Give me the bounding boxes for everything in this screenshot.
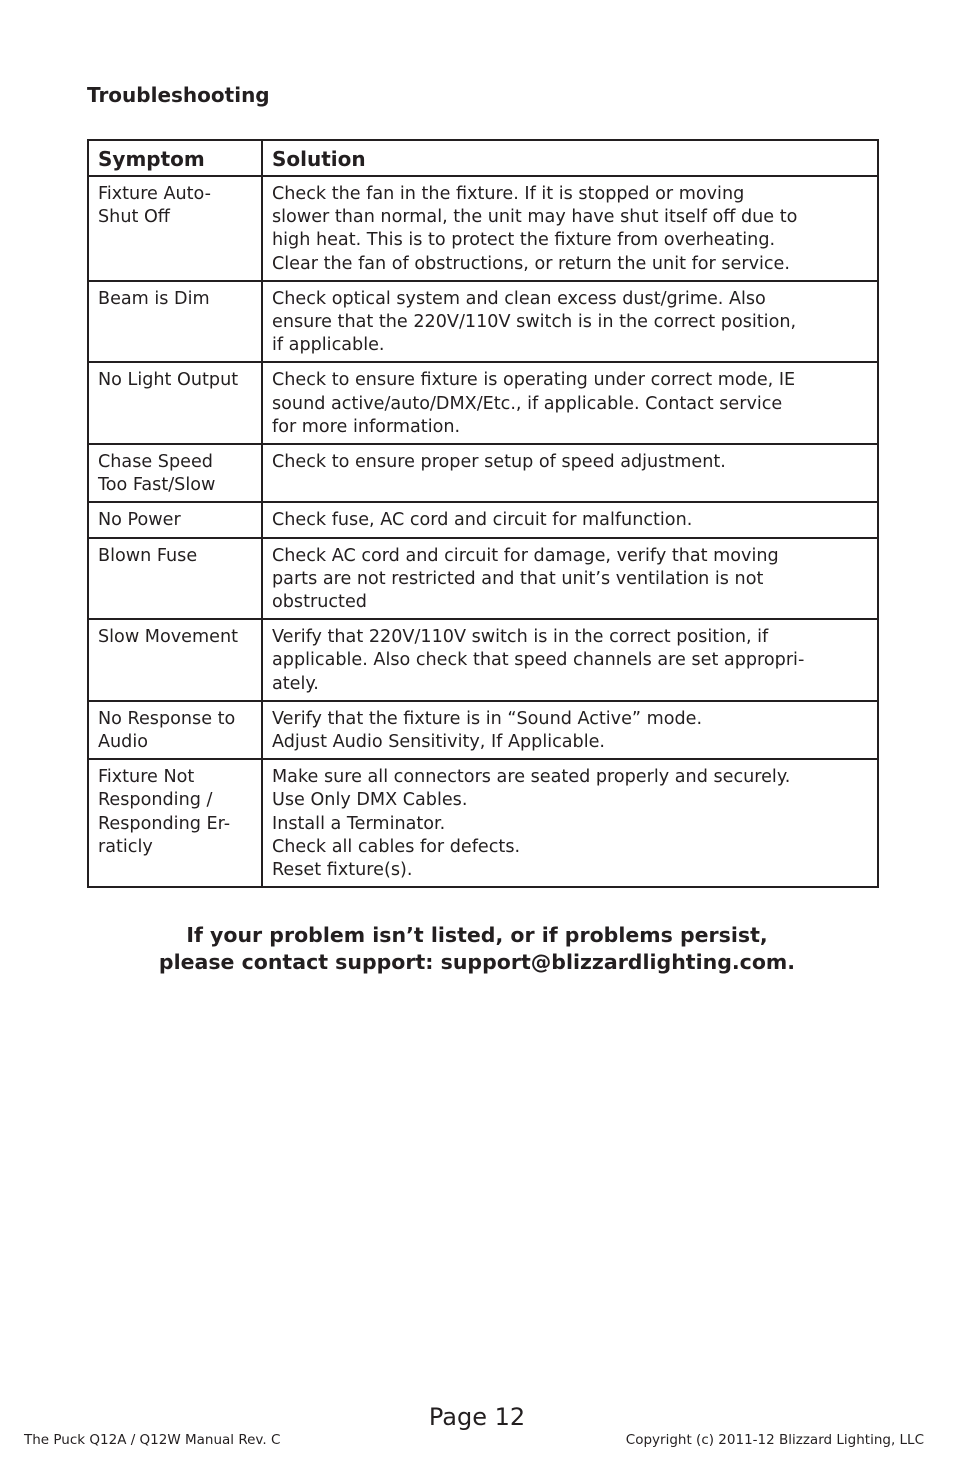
- table-row: [88, 701, 878, 759]
- solution-cell: Check the fan in the fixture. If it is stopped or moving slower than normal, the unit may have shut itself off due to high heat. This is to protect the fixture from overheating. Clear the fan of obstructions, or return the unit for service.: [262, 176, 878, 281]
- footer-copyright: Copyright (c) 2011-12 Blizzard Lighting, LLC: [625, 1432, 924, 1448]
- solution-cell: Verify that the fixture is in “Sound Active” mode. Adjust Audio Sensitivity, If Applicable.: [262, 701, 878, 759]
- footer-manual-title: The Puck Q12A / Q12W Manual Rev. C: [24, 1432, 281, 1448]
- page-number: Page 12: [428, 1403, 526, 1431]
- solution-cell: Check optical system and clean excess dust/grime. Also ensure that the 220V/110V switch is in the correct position, if applicable.: [262, 281, 878, 363]
- symptom-cell: Slow Movement: [88, 619, 262, 701]
- symptom-cell: Fixture Not Responding / Responding Er- raticly: [88, 759, 262, 887]
- solution-cell: Check AC cord and circuit for damage, verify that moving parts are not restricted and that unit’s ventilation is not obstructed: [262, 538, 878, 620]
- solution-cell: Make sure all connectors are seated properly and securely. Use Only DMX Cables. Install a Terminator. Check all cables for defects. Reset fixture(s).: [262, 759, 878, 887]
- symptom-cell: Blown Fuse: [88, 538, 262, 620]
- symptom-cell: Beam is Dim: [88, 281, 262, 363]
- table-row: [88, 619, 878, 701]
- symptom-cell: No Power: [88, 502, 262, 537]
- contact-line: If your problem isn’t listed, or if problems persist,: [186, 923, 768, 947]
- solution-cell: Check to ensure proper setup of speed adjustment.: [262, 444, 878, 502]
- troubleshooting-table: [87, 139, 879, 888]
- solution-cell: Verify that 220V/110V switch is in the correct position, if applicable. Also check that speed channels are set appropri- ately.: [262, 619, 878, 701]
- solution-cell: Check fuse, AC cord and circuit for malfunction.: [262, 502, 878, 537]
- contact-line-email: please contact support: support@blizzardlighting.com.: [158, 950, 796, 974]
- table-row: [88, 362, 878, 444]
- support-contact-note: [0, 922, 954, 976]
- page-title: Troubleshooting: [87, 83, 270, 107]
- symptom-cell: Fixture Auto- Shut Off: [88, 176, 262, 281]
- symptom-cell: No Response to Audio: [88, 701, 262, 759]
- table-row: [88, 502, 878, 537]
- solution-cell: Check to ensure fixture is operating under correct mode, IE sound active/auto/DMX/Etc., if applicable. Contact service for more information.: [262, 362, 878, 444]
- table-row: [88, 538, 878, 620]
- symptom-cell: Chase Speed Too Fast/Slow: [88, 444, 262, 502]
- table-row: [88, 444, 878, 502]
- symptom-cell: No Light Output: [88, 362, 262, 444]
- table-row: [88, 281, 878, 363]
- symptom-column-header: Symptom: [88, 140, 262, 176]
- table-row: [88, 176, 878, 281]
- table-row: [88, 759, 878, 887]
- table-header-row: [88, 140, 878, 176]
- solution-column-header: Solution: [262, 140, 878, 176]
